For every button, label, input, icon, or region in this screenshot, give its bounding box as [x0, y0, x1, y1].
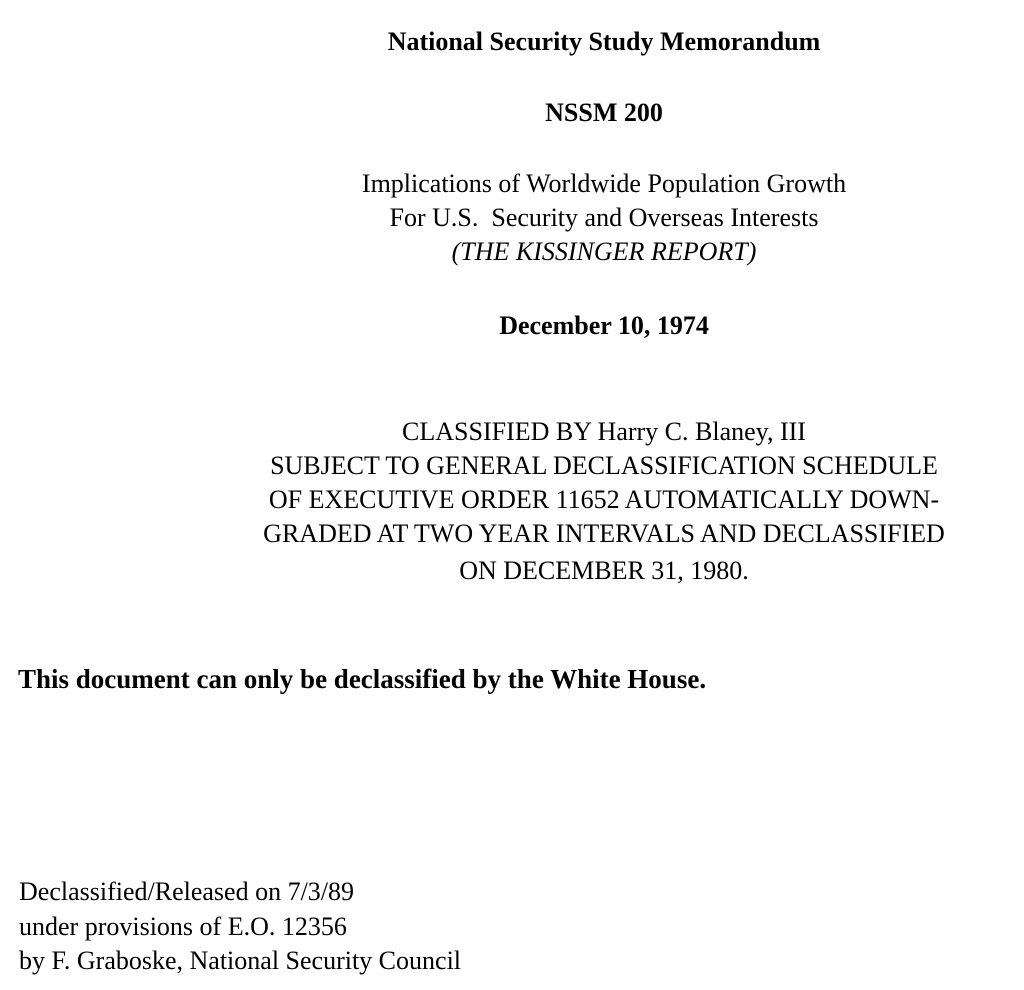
classification-line-1: CLASSIFIED BY Harry C. Blaney, III	[402, 417, 806, 446]
subject-line-3: (THE KISSINGER REPORT)	[451, 237, 757, 266]
classification-line-4: GRADED AT TWO YEAR INTERVALS AND DECLASSIFIED	[263, 519, 945, 548]
subject-line-2: For U.S. Security and Overseas Interests	[389, 203, 819, 232]
memo-type-heading: National Security Study Memorandum	[387, 27, 821, 56]
classification-line-3: OF EXECUTIVE ORDER 11652 AUTOMATICALLY DOWN-	[268, 485, 940, 514]
memo-number-heading: NSSM 200	[545, 98, 663, 127]
subject-line-1: Implications of Worldwide Population Growth	[361, 169, 847, 198]
release-line-1: Declassified/Released on 7/3/89	[19, 877, 355, 906]
release-line-3: by F. Graboske, National Security Council	[19, 946, 462, 975]
classification-line-2: SUBJECT TO GENERAL DECLASSIFICATION SCHEDULE	[270, 451, 938, 480]
declassification-note: This document can only be declassified by the White House.	[18, 664, 707, 694]
classification-line-5: ON DECEMBER 31, 1980.	[459, 556, 749, 585]
document-date: December 10, 1974	[499, 311, 709, 340]
release-line-2: under provisions of E.O. 12356	[19, 912, 347, 941]
